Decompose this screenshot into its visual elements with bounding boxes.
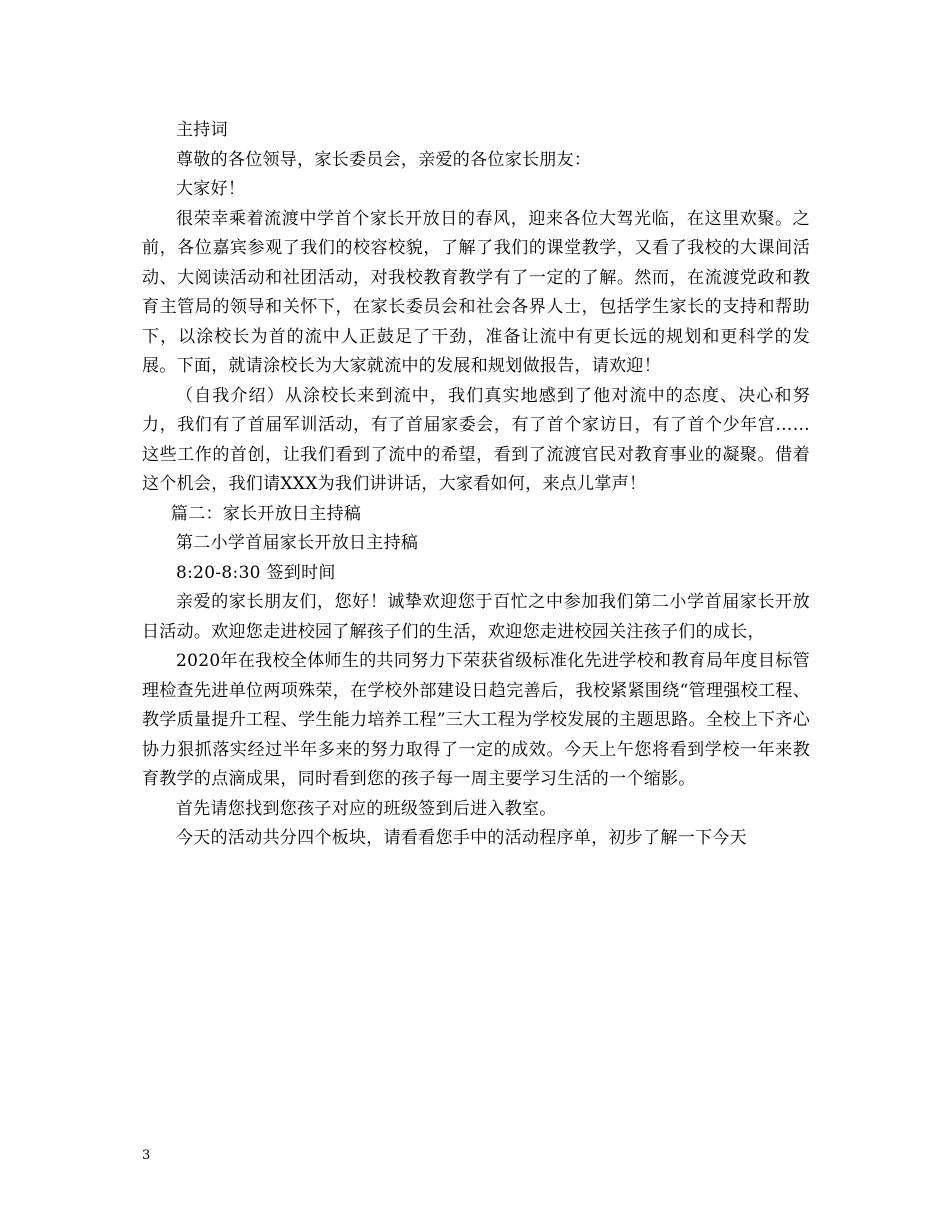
paragraph-section-two-heading: 篇二：家长开放日主持稿 [170,503,362,524]
paragraph-host-title: 主持词 [176,120,228,140]
paragraph-welcome-speech: 很荣幸乘着流渡中学首个家长开放日的春风，迎来各位大驾光临，在这里欢聚。之前，各位嘉宾参观了我们的校容校貌，了解了我们的课堂教学，又看了我校的大课间活动、大阅读活动和社团活动，对我校教育教学有了一定的了解。然而，在流渡党政和教育主管局的领导和关怀下，在家长委员会和社会各界人士，包括学生家长的支持和帮助下，以涂校长为首的流中人正鼓足了干劲，准备让流中有更长远的规划和更科学的发展。下面，就请涂校长为大家就流中的发展和规划做报告，请欢迎！ [142,208,810,376]
paragraph-hello: 大家好！ [176,179,246,199]
paragraph-signin-time: 8:20-8:30 签到时间 [176,562,336,583]
paragraph-greeting-guests: 尊敬的各位领导，家长委员会，亲爱的各位家长朋友： [176,149,592,170]
paragraph-activity-overview: 今天的活动共分四个板块，请看看您手中的活动程序单，初步了解一下今天 [176,828,747,848]
paragraph-self-intro: （自我介绍）从涂校长来到流中，我们真实地感到了他对流中的态度、决心和努力，我们有了首届军训活动，有了首届家委会，有了首个家访日，有了首个少年宫……这些工作的首创，让我们看到了流中的希望，看到了流渡官民对教育事业的凝聚。借着这个机会，我们请XXX为我们讲讲话，大家看如何，来点儿掌声！ [142,385,810,494]
page-number: 3 [142,1148,151,1163]
document-body [142,116,810,854]
paragraph-school-achievements: 2020年在我校全体师生的共同努力下荣获省级标准化先进学校和教育局年度目标管理检查先进单位两项殊荣，在学校外部建设日趋完善后，我校紧紧围绕“管理强校工程、教学质量提升工程、学生能力培养工程”三大工程为学校发展的主题思路。全校上下齐心协力狠抓落实经过半年多来的努力取得了一定的成效。今天上午您将看到学校一年来教育教学的点滴成果，同时看到您的孩子每一周主要学习生活的一个缩影。 [142,651,810,789]
paragraph-signin-instruction: 首先请您找到您孩子对应的班级签到后进入教室。 [176,798,557,819]
paragraph-dear-parents: 亲爱的家长朋友们，您好！诚挚欢迎您于百忙之中参加我们第二小学首届家长开放日活动。欢迎您走进校园了解孩子们的生活，欢迎您走进校园关注孩子们的成长， [142,592,810,642]
paragraph-script-title: 第二小学首届家长开放日主持稿 [176,533,419,553]
